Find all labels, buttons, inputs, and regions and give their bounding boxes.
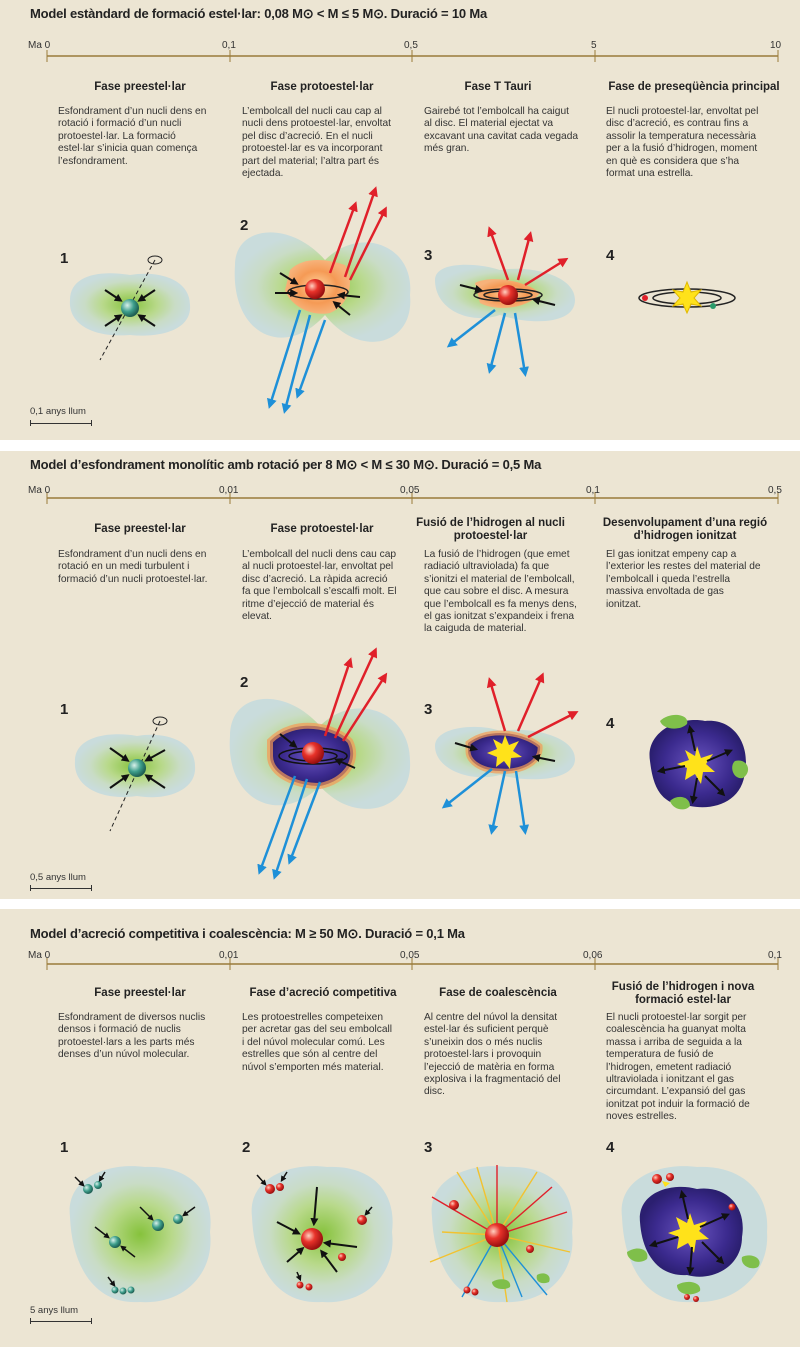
phase-description: L’embolcall del nucli dens cau cap al nucli protoestel·lar, envoltat pel disc d’acreció. La ràpida acreció fa que l’embolcall s’escalfi molt. El ritme d’ejecció de material és elevat.	[242, 549, 397, 623]
timeline	[0, 0, 800, 70]
phase-2-illustration	[225, 646, 420, 886]
scale-bar	[30, 1318, 92, 1324]
phase-description: La fusió de l’hidrogen (que emet radiació ultraviolada) fa que s’ionitzi el material de l’embolcall, que cau sobre el disc. A mesura que l’embolcall es fa menys dens, el gas ionitzat s’expandeix i frena la caiguda de material.	[424, 549, 577, 635]
phase-title: Fase preestel·lar	[94, 987, 186, 999]
phase-description: Al centre del núvol la densitat estel·lar és suficient perquè s’uneixin dos o més nuclis protoestel·lars i provoquin l’ejecció de matèria en forma explosiva i la fragmentació del disc.	[424, 1012, 561, 1098]
model-competitive-accretion-panel	[0, 909, 800, 1347]
tick-label: Ma 0	[28, 485, 51, 496]
phase-description: Esfondrament d’un nucli dens en rotació i formació d’un nucli protoestel·lar. La formació estel·lar s’inicia quan comença l’esfondrament.	[58, 106, 207, 167]
phase-number: 2	[240, 674, 249, 691]
phase-title: Fase d’acreció competitiva	[249, 987, 397, 999]
phase-1-illustration	[60, 250, 200, 370]
phase-number: 1	[60, 701, 69, 718]
tick-label: 0,06	[583, 950, 603, 961]
phase-2-illustration	[242, 1157, 402, 1312]
phase-title: Fase de coalescència	[439, 987, 557, 999]
phase-number: 4	[606, 715, 615, 732]
tick-label: 0,1	[222, 40, 236, 51]
phase-4-illustration	[635, 280, 745, 320]
phase-title: Fusió de l’hidrogen i nova formació estel·lar	[611, 981, 755, 1006]
model-standard-panel	[0, 0, 800, 440]
tick-label: 0,1	[768, 950, 782, 961]
phase-title: Fase de preseqüència principal	[608, 81, 780, 93]
phase-3-illustration	[422, 1157, 582, 1312]
scale-label: 5 anys llum	[30, 1305, 79, 1316]
phase-title: Fusió de l’hidrogen al nucli protoestel·lar	[416, 517, 565, 542]
timeline	[0, 909, 800, 979]
phase-3-illustration	[430, 671, 580, 836]
phase-number: 4	[606, 247, 615, 264]
tick-label: 0,01	[219, 950, 239, 961]
phase-4-illustration	[612, 1157, 777, 1312]
phase-description: Esfondrament de diversos nuclis densos i formació de nuclis protoestel·lars a les parts més denses d’un núvol molecular.	[58, 1012, 206, 1061]
phase-description: Gairebé tot l’embolcall ha caigut al disc. El material ejectat va excavant una cavitat cada vegada més gran.	[424, 106, 579, 155]
tick-label: Ma 0	[28, 950, 51, 961]
phase-number: 2	[240, 217, 249, 234]
phase-number: 4	[606, 1139, 615, 1156]
panel-title: Model estàndard de formació estel·lar: 0,08 M⊙ < M ≤ 5 M⊙. Duració = 10 Ma	[30, 6, 487, 21]
phase-1-illustration	[65, 706, 205, 836]
phase-title: Fase protoestel·lar	[270, 81, 374, 93]
panel-title: Model d’esfondrament monolític amb rotació per 8 M⊙ < M ≤ 30 M⊙. Duració = 0,5 Ma	[30, 457, 542, 472]
model-monolithic-panel	[0, 451, 800, 899]
phase-4-illustration	[635, 706, 755, 816]
phase-number: 3	[424, 1139, 433, 1156]
scale-bar	[30, 885, 92, 891]
phase-number: 2	[242, 1139, 251, 1156]
panel-title: Model d’acreció competitiva i coalescència: M ≥ 50 M⊙. Duració = 0,1 Ma	[30, 926, 465, 941]
timeline	[0, 451, 800, 511]
phase-2-illustration	[230, 185, 420, 425]
phase-description: L’embolcall del nucli cau cap al nucli dens protoestel·lar, envoltat pel disc d’acreció. En el nucli protoestel·lar es va incorporant part del material; l’altra part és ejectada.	[242, 106, 391, 180]
phase-title: Desenvolupament d’una regió d’hidrogen ionitzat	[602, 517, 768, 542]
phase-title: Fase T Tauri	[464, 81, 532, 93]
tick-label: 0,5	[768, 485, 782, 496]
tick-label: 0,05	[400, 950, 420, 961]
phase-description: Esfondrament d’un nucli dens en rotació en un medi turbulent i formació d’un nucli protoestel·lar.	[58, 549, 208, 585]
tick-label: 0,1	[586, 485, 600, 496]
phase-number: 1	[60, 1139, 69, 1156]
phase-number: 3	[424, 247, 433, 264]
phase-description: El nucli protoestel·lar, envoltat pel disc d’acreció, es contrau fins a assolir la temperatura necessària per a la fusió d’hidrogen, moment en què es considera que s’ha format una estrella.	[606, 106, 759, 180]
phase-number: 1	[60, 250, 69, 267]
scale-bar	[30, 420, 92, 426]
tick-label: Ma 0	[28, 40, 51, 51]
tick-label: 0,01	[219, 485, 239, 496]
tick-label: 0,5	[404, 40, 418, 51]
phase-title: Fase preestel·lar	[94, 523, 186, 535]
phase-description: Les protoestrelles competeixen per acretar gas del seu embolcall i del núvol molecular comú. Les estrelles que són al centre del núvol s’emporten més material.	[242, 1012, 393, 1073]
tick-label: 0,05	[400, 485, 420, 496]
phase-number: 3	[424, 701, 433, 718]
scale-label: 0,1 anys llum	[30, 406, 86, 417]
phase-1-illustration	[60, 1157, 220, 1312]
scale-label: 0,5 anys llum	[30, 872, 86, 883]
tick-label: 10	[770, 40, 782, 51]
tick-label: 5	[591, 40, 597, 51]
phase-title: Fase protoestel·lar	[270, 523, 374, 535]
phase-title: Fase preestel·lar	[94, 81, 186, 93]
phase-description: El gas ionitzat empeny cap a l’exterior les restes del material de l’embolcall i queda l’estrella massiva envoltada de gas ionitzat.	[606, 549, 761, 610]
phase-3-illustration	[430, 225, 580, 385]
phase-description: El nucli protoestel·lar sorgit per coalescència ha guanyat molta massa i arriba de seguida a la temperatura de fusió de l’hidrogen, emetent radiació ultraviolada i ionitzant el gas circumdant. L’expansió del gas ionitzat pot induir la formació de noves estrelles.	[606, 1012, 750, 1123]
